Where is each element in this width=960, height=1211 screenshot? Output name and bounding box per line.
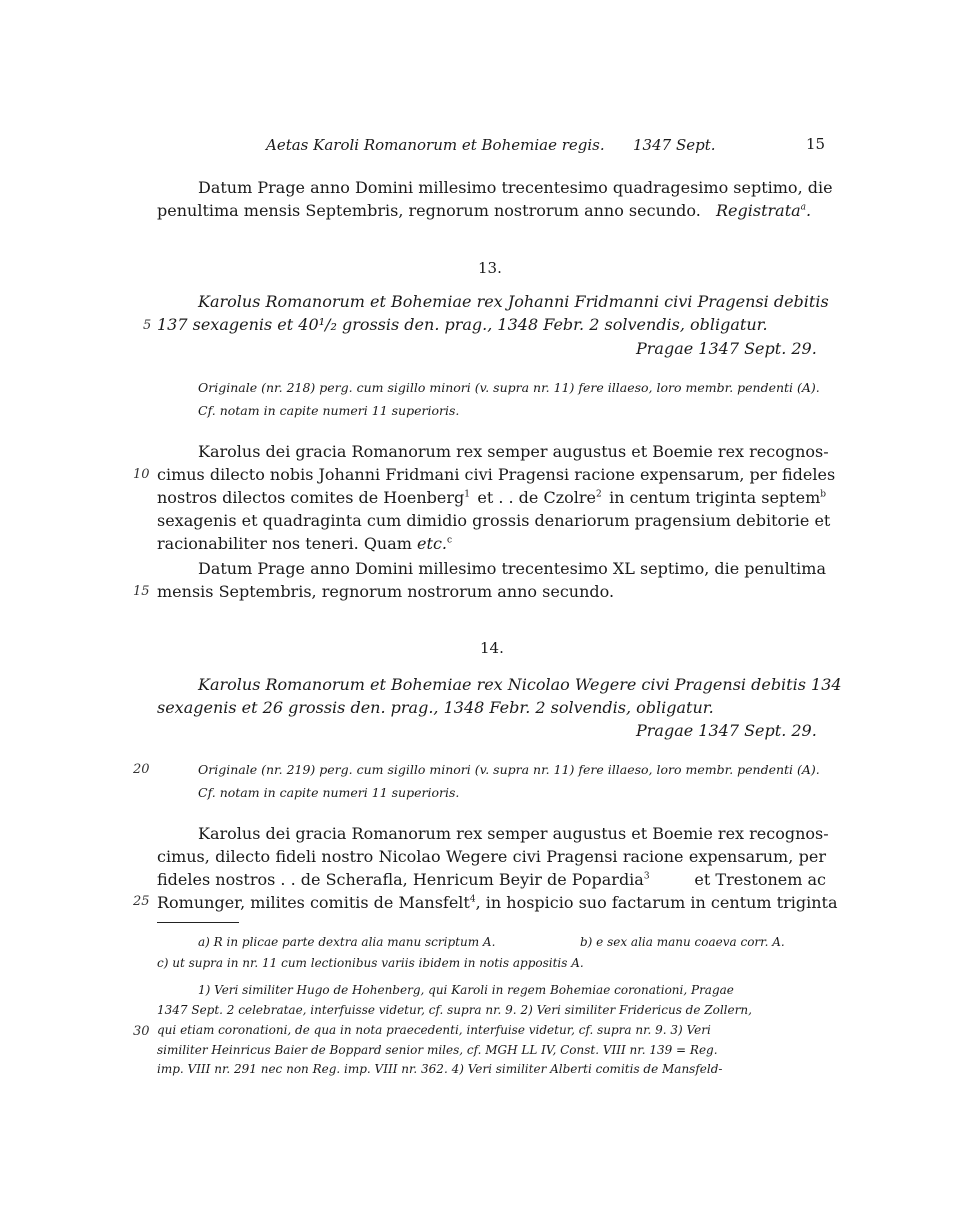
doc14-text-line-2: cimus, dilecto fideli nostro Nicolao Wegere civi Pragensi racione expensarum, per xyxy=(157,847,826,866)
running-date: 1347 Sept. xyxy=(633,136,716,154)
doc13-cf-note: Cf. notam in capite numeri 11 superioris. xyxy=(198,403,460,418)
doc14-text-line-3 xyxy=(157,868,826,891)
footnote-1: 1) Veri similiter Hugo de Hohenberg, qui Karoli in regem Bohemiae coronationi, Pragae xyxy=(198,983,734,997)
footnote-3-cont: similiter Heinricus Baier de Boppard senior miles, cf. MGH LL IV, Const. VIII nr. 139 = Reg. xyxy=(157,1043,718,1057)
opening-line-1: Datum Prage anno Domini millesimo trecentesimo quadragesimo septimo, die xyxy=(198,178,833,197)
footnote-ref-2: 2 xyxy=(596,489,602,500)
doc14-place-date: Pragae 1347 Sept. 29. xyxy=(636,721,817,740)
doc14-summary-1: Karolus Romanorum et Bohemiae rex Nicolao Wegere civi Pragensi debitis 134 xyxy=(198,675,842,694)
doc13-summary-1: Karolus Romanorum et Bohemiae rex Johanni Fridmanni civi Pragensi debitis xyxy=(198,292,829,311)
doc14-cf-note: Cf. notam in capite numeri 11 superioris. xyxy=(198,785,460,800)
footnote-marker-c: c xyxy=(447,535,453,546)
doc13-archival-note: Originale (nr. 218) perg. cum sigillo minori (v. supra nr. 11) fere illaeso, loro membr. pendenti (A). xyxy=(198,380,820,395)
doc13-line3-part-c: in centum triginta septem$^b$ xyxy=(609,488,826,507)
registrata-note: Registrata$^a$. xyxy=(716,201,812,220)
doc14-text-line-1: Karolus dei gracia Romanorum rex semper augustus et Boemie rex recognos- xyxy=(198,824,829,843)
doc13-datum-1: Datum Prage anno Domini millesimo trecentesimo XL septimo, die penultima xyxy=(198,559,826,578)
line-number-25: 25 xyxy=(133,894,150,909)
doc13-text-line-2: cimus dilecto nobis Johanni Fridmani civi Pragensi racione expensarum, per fideles xyxy=(157,465,836,484)
registrata-text: Registrata xyxy=(716,201,801,220)
footnote-ref-4: 4 xyxy=(469,894,476,905)
doc14-line3-part-b: et Trestonem ac xyxy=(694,870,826,889)
doc13-text-line-1: Karolus dei gracia Romanorum rex semper augustus et Boemie rex recognos- xyxy=(198,442,829,461)
footnote-ref-1: 1 xyxy=(464,489,470,500)
doc14-archival-note: Originale (nr. 219) perg. cum sigillo minori (v. supra nr. 11) fere illaeso, loro membr. pendenti (A). xyxy=(198,762,820,777)
footnote-2-cont: qui etiam coronationi, de qua in nota praecedenti, interfuise videtur, cf. supra nr. 9. 3) Veri xyxy=(157,1023,711,1037)
footnote-rule xyxy=(157,922,239,923)
doc13-line3-part-b: et . . de Czolre$^2$ xyxy=(477,488,602,507)
doc13-text-line-5 xyxy=(157,532,452,555)
line-number-10: 10 xyxy=(133,467,150,482)
line-number-20: 20 xyxy=(133,762,150,777)
footnote-b: b) e sex alia manu coaeva corr. A. xyxy=(580,935,785,949)
page-number: 15 xyxy=(806,135,826,153)
doc13-datum-2: mensis Septembris, regnorum nostrorum anno secundo. xyxy=(157,582,615,601)
doc13-text-line-3 xyxy=(157,486,826,509)
doc14-text-line-4 xyxy=(157,891,837,914)
footnote-marker-b: b xyxy=(820,489,826,500)
doc14-line3-part-a: fideles nostros . . de Scherafla, Henricum Beyir de Popardia$^3$ xyxy=(157,870,650,889)
doc14-line4-part-b: , in hospicio suo factarum in centum triginta xyxy=(475,893,838,912)
footnote-marker-a: a xyxy=(800,202,807,213)
doc13-summary-2: 137 sexagenis et 40¹/₂ grossis den. prag., 1348 Febr. 2 solvendis, obligatur. xyxy=(157,315,768,334)
doc13-place-date: Pragae 1347 Sept. 29. xyxy=(636,339,817,358)
doc13-number: 13. xyxy=(478,259,502,277)
line-number-15: 15 xyxy=(133,584,150,599)
footnote-c: c) ut supra in nr. 11 cum lectionibus variis ibidem in notis appositis A. xyxy=(157,956,584,970)
running-title: Aetas Karoli Romanorum et Bohemiae regis. xyxy=(266,136,605,154)
footnote-1-cont: 1347 Sept. 2 celebratae, interfuisse videtur, cf. supra nr. 9. 2) Veri similiter Fridericus de Zollern, xyxy=(157,1003,752,1017)
opening-line-2-text: penultima mensis Septembris, regnorum nostrorum anno secundo. xyxy=(157,201,701,220)
footnote-4-start: imp. VIII nr. 291 nec non Reg. imp. VIII nr. 362. 4) Veri similiter Alberti comitis de Mansfeld- xyxy=(157,1062,723,1076)
doc14-number: 14. xyxy=(480,639,504,657)
line-number-5: 5 xyxy=(143,318,152,333)
opening-line-2 xyxy=(157,199,701,222)
doc13-text-line-4: sexagenis et quadraginta cum dimidio grossis denariorum pragensium debitorie et xyxy=(157,511,831,530)
doc13-line5-etc: etc. xyxy=(417,534,447,553)
doc14-summary-2: sexagenis et 26 grossis den. prag., 1348 Febr. 2 solvendis, obligatur. xyxy=(157,698,714,717)
doc13-line3-part-a: nostros dilectos comites de Hoenberg$^1$ xyxy=(157,488,470,507)
footnote-a: a) R in plicae parte dextra alia manu scriptum A. xyxy=(198,935,496,949)
line-number-30: 30 xyxy=(133,1024,150,1039)
footnote-ref-3: 3 xyxy=(643,871,650,882)
doc13-line5-text: racionabiliter nos teneri. Quam xyxy=(157,534,412,553)
doc14-line4-part-a: Romunger, milites comitis de Mansfelt xyxy=(157,893,470,912)
